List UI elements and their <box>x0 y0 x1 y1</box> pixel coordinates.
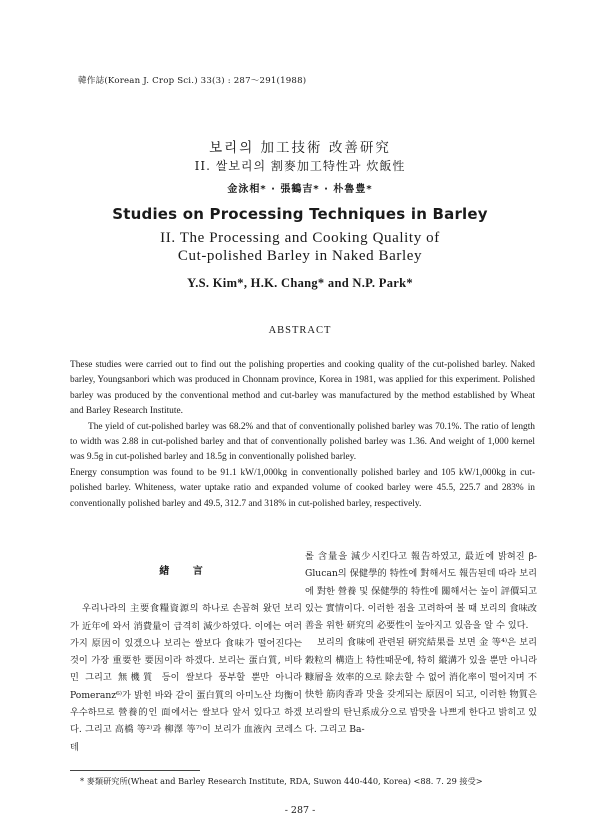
body-paragraph: 롤 含量을 減少시킨다고 報告하였고, 最近에 밝혀진 β-Glucan의 保健學的 特性에 對해서도 報告된데 따라 보리에 對한 營養 및 保健學的 特性에 關해서는 높이 評價되고 있는 實情이다. 이러한 점을 고려하여 볼 때 보리의 食味改善을 위한 研究의 必要性이 높아지고 있음을 알 수 있다. <box>305 551 537 632</box>
left-column <box>70 548 302 756</box>
abstract-body <box>70 358 535 512</box>
footnote: * 麥類研究所(Wheat and Barley Research Institute, RDA, Suwon 440-440, Korea) <88. 7. 29 接受> <box>80 776 483 786</box>
body-paragraph: 보리의 食味에 관련된 研究結果를 보면 金 等⁴⁾은 보리穀粒의 構造上 特性때문에, 特히 縱溝가 있을 뿐만 아니라 糠層을 效率的으로 除去할 수 없어 消化率이 떨어지며 不快한 筋肉香과 맛을 갖게되는 原因이 되고, 이러한 物質은 보리쌀의 탄닌系成分으로 밥맛을 나쁘게 한다고 밝히고 있다. 그리고 Ba- <box>305 637 537 735</box>
introduction-heading: 緖 言 <box>159 566 213 577</box>
body-paragraph: 우리나라의 主要食糧資源의 하나로 손꼽혀 왔던 보리가 近年에 와서 消費量이 급격히 減少하였다. 이에는 여러가지 原因이 있겠으나 보리는 쌀보다 食味가 떨어진다는 것이 가장 重要한 要因이라 하겠다. 보리는 蛋白質, 비타민 그리고 無機質 등이 쌀보다 풍부할 뿐만 아니라 Pomeranz⁶⁾가 밝힌 바와 같이 蛋白質의 아미노산 均衡이 우수하므로 營養的인 面에서는 쌀보다 앞서 있다고 하겠다. 그리고 高橋 等²⁾과 柳澤 等⁷⁾이 보리가 血液內 코레스테 <box>70 603 302 753</box>
journal-reference: 韓作誌(Korean J. Crop Sci.) 33(3) : 287～291(1988) <box>78 76 307 86</box>
english-authors: Y.S. Kim*, H.K. Chang* and N.P. Park* <box>187 276 413 290</box>
abstract-heading: ABSTRACT <box>268 325 332 336</box>
abstract-paragraph: The yield of cut-polished barley was 68.2% and that of conventionally polished barley was 70.1%. The ratio of length to width was 2.88 in cut-polished barley and that of conventionally polished barley was 1.36. And weight of 1,000 kernel was 9.5g in cut-polished barley and 18.5g in conventionally polished barley. <box>70 421 535 463</box>
page-number: - 287 - <box>284 805 316 816</box>
abstract-paragraph: These studies were carried out to find out the polishing properties and cooking quality of the cut-polished barley. Naked barley, Youngsanbori which was produced in Chonnam province, Korea in 1981, was applied for this experiment. Polished barley was produced by the conventional method and cut-barley was manufactured by the method established by Wheat and Barley Research Institute. <box>70 360 535 417</box>
right-column <box>305 548 537 738</box>
korean-subtitle: II. 쌀보리의 割麥加工特性과 炊飯性 <box>194 159 406 173</box>
abstract-paragraph: Energy consumption was found to be 91.1 kW/1,000kg in conventionally polished barley and 105 kW/1,000kg in cut-polished barley. Whiteness, water uptake ratio and expanded volume of cooked barley were 45.5, 225.7 and 283% in conventionally polished barley and 49.5, 312.7 and 318% in cut-polished barley, respectively. <box>70 467 535 509</box>
english-subtitle-line-2: Cut-polished Barley in Naked Barley <box>177 248 423 264</box>
english-subtitle-line-1: II. The Processing and Cooking Quality of <box>160 230 440 246</box>
footnote-divider <box>70 770 200 771</box>
korean-authors: 金泳相* · 張鶴吉* · 朴魯豊* <box>227 184 373 195</box>
korean-title: 보리의 加工技術 改善研究 <box>209 140 391 156</box>
english-title: Studies on Processing Techniques in Barley <box>112 205 488 223</box>
